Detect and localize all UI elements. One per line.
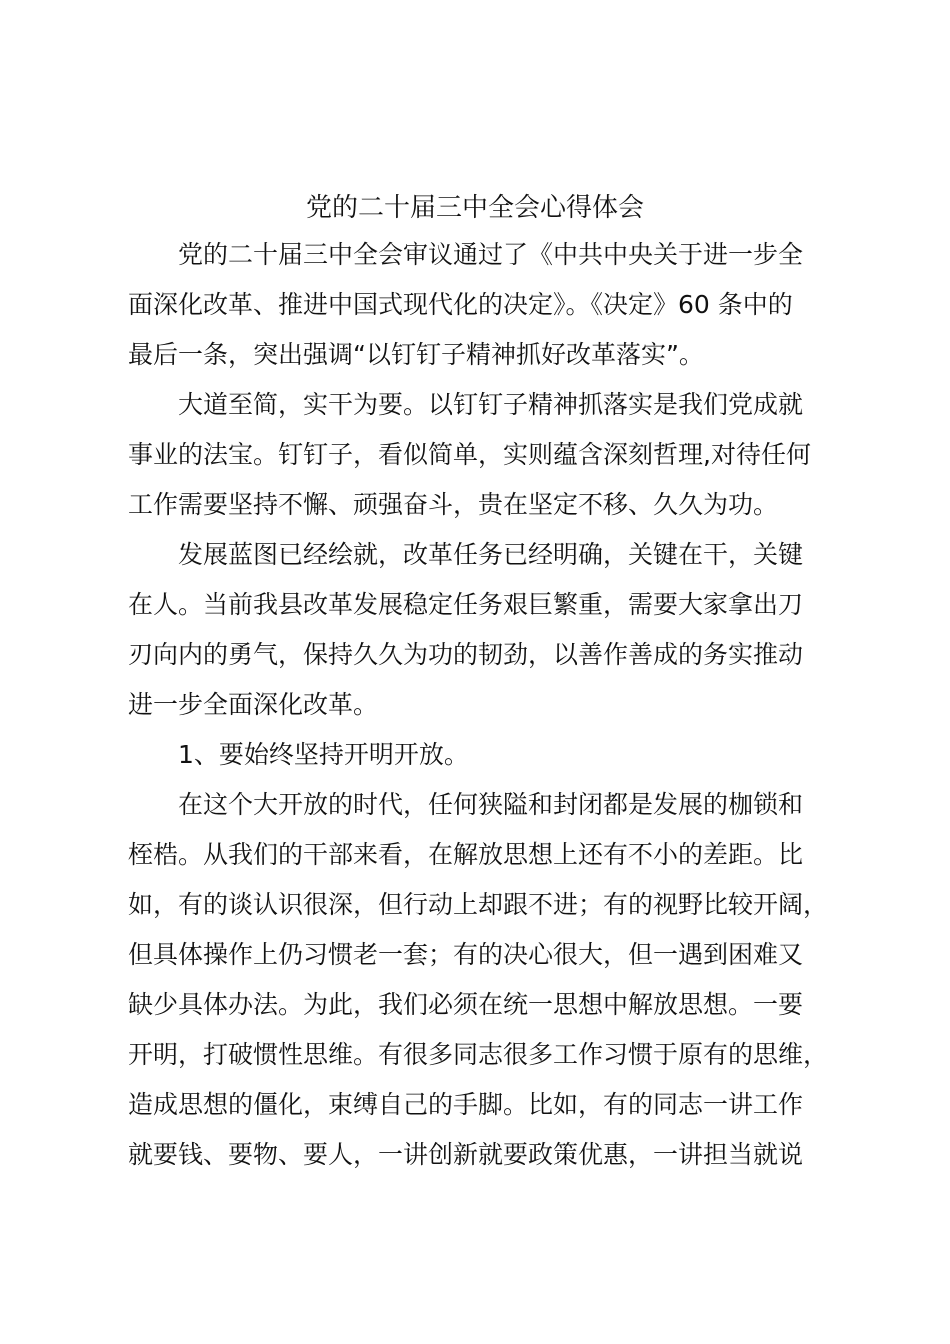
text-line: 桎梏。从我们的干部来看，在解放思想上还有不小的差距。比	[128, 840, 804, 869]
text-line: 发展蓝图已经绘就，改革任务已经明确，关键在干，关键	[178, 540, 804, 569]
text-line: 在这个大开放的时代，任何狭隘和封闭都是发展的枷锁和	[178, 790, 804, 819]
text-line: 造成思想的僵化，束缚自己的手脚。比如，有的同志一讲工作	[128, 1090, 804, 1119]
text-line: 刃向内的勇气，保持久久为功的韧劲，以善作善成的务实推动	[128, 640, 804, 669]
text-line: 但具体操作上仍习惯老一套；有的决心很大，但一遇到困难又	[128, 940, 804, 969]
text-line: 大道至简，实干为要。以钉钉子精神抓落实是我们党成就	[178, 390, 804, 419]
document-body	[128, 230, 838, 1180]
text-line: 就要钱、要物、要人，一讲创新就要政策优惠，一讲担当就说	[128, 1140, 804, 1169]
text-line: 工作需要坚持不懈、顽强奋斗，贵在坚定不移、久久为功。	[128, 490, 779, 519]
text-line: 如，有的谈认识很深，但行动上却跟不进；有的视野比较开阔，	[128, 890, 829, 919]
text-line: 党的二十届三中全会审议通过了《中共中央关于进一步全	[178, 240, 804, 269]
text-line: 面深化改革、推进中国式现代化的决定》。《决定》60 条中的	[128, 290, 793, 319]
document-title: 党的二十届三中全会心得体会	[305, 193, 644, 223]
text-line: 在人。当前我县改革发展稳定任务艰巨繁重，需要大家拿出刀	[128, 590, 804, 619]
text-line: 进一步全面深化改革。	[128, 690, 379, 719]
text-line: 缺少具体办法。为此，我们必须在统一思想中解放思想。一要	[128, 990, 804, 1019]
text-line: 最后一条，突出强调“以钉钉子精神抓好改革落实”。	[128, 340, 704, 369]
section-heading: 1、要始终坚持开明开放。	[178, 740, 469, 769]
text-line: 开明，打破惯性思维。有很多同志很多工作习惯于原有的思维，	[128, 1040, 829, 1069]
text-line: 事业的法宝。钉钉子，看似简单，实则蕴含深刻哲理,对待任何	[128, 440, 811, 469]
